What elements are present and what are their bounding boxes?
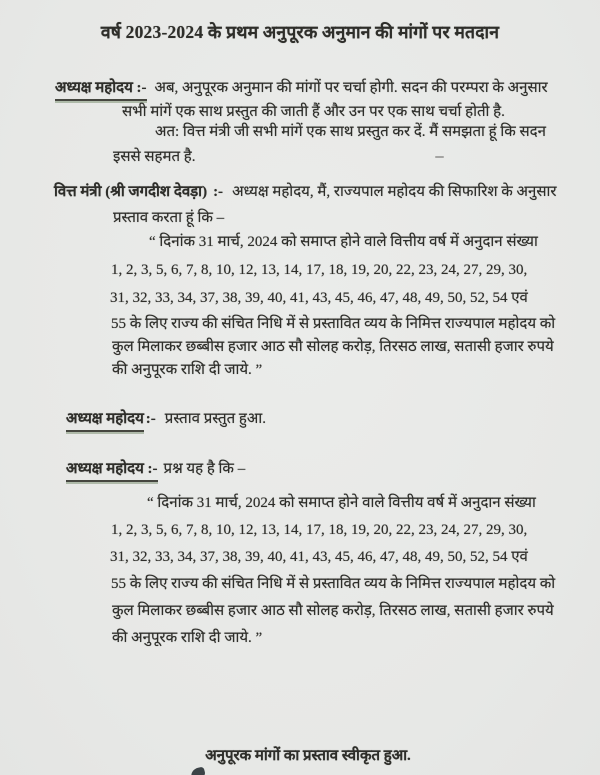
para2-line-1 bbox=[54, 181, 557, 203]
ruling1-separator: :- bbox=[145, 411, 156, 427]
quote1-line-4: 55 के लिए राज्य की संचित निधि में से प्रस्तावित व्यय के निमित्त राज्यपाल महोदय को bbox=[111, 316, 556, 332]
quote1-line-5: कुल मिलाकर छब्बीस हजार आठ सौ सोलह करोड़, तिरसठ लाख, सतासी हजार रुपये bbox=[112, 339, 554, 355]
scan-artifact-ink-mark bbox=[190, 766, 206, 775]
para1-line-1 bbox=[55, 77, 548, 99]
quote1-line-3: 31, 32, 33, 34, 37, 38, 39, 40, 41, 43, 45, 46, 47, 48, 49, 50, 52, 54 एवं bbox=[110, 290, 528, 306]
question-line bbox=[66, 458, 245, 480]
quote1-line-6: की अनुपूरक राशि दी जाये. ” bbox=[112, 362, 263, 378]
para1-text-1: अब, अनुपूरक अनुमान की मांगों पर चर्चा होगी. सदन की परम्परा के अनुसार bbox=[154, 80, 548, 96]
question-text: प्रश्न यह है कि – bbox=[163, 461, 246, 477]
quote2-line-5: कुल मिलाकर छब्बीस हजार आठ सौ सोलह करोड़, तिरसठ लाख, सतासी हजार रुपये bbox=[112, 603, 554, 619]
speaker-label-chair-3: अध्यक्ष महोदय :- bbox=[66, 458, 158, 482]
quote2-line-2: 1, 2, 3, 5, 6, 7, 8, 10, 12, 13, 14, 17, 18, 19, 20, 22, 23, 24, 27, 29, 30, bbox=[111, 522, 528, 538]
document-title: वर्ष 2023-2024 के प्रथम अनुपूरक अनुमान की मांगों पर मतदान bbox=[100, 22, 500, 42]
ruling1-text: प्रस्ताव प्रस्तुत हुआ. bbox=[164, 411, 266, 427]
result-statement: अनुपूरक मांगों का प्रस्ताव स्वीकृत हुआ. bbox=[205, 748, 411, 764]
quote1-line-1: “ दिनांक 31 मार्च, 2024 को समाप्त होने वाले वित्तीय वर्ष में अनुदान संख्या bbox=[149, 234, 538, 250]
para2-separator: :- bbox=[213, 184, 224, 200]
para2-text-1: अध्यक्ष महोदय, मैं, राज्यपाल महोदय की सिफारिश के अनुसार bbox=[232, 184, 557, 200]
quote2-line-1: “ दिनांक 31 मार्च, 2024 को समाप्त होने वाले वित्तीय वर्ष में अनुदान संख्या bbox=[147, 495, 536, 511]
quote2-line-6: की अनुपूरक राशि दी जाये. ” bbox=[112, 630, 263, 646]
scan-artifact-dash bbox=[435, 156, 444, 158]
quote1-line-2: 1, 2, 3, 5, 6, 7, 8, 10, 12, 13, 14, 17, 18, 19, 20, 22, 23, 24, 27, 29, 30, bbox=[111, 262, 528, 278]
speaker-label-finance-minister: वित्त मंत्री (श्री जगदीश देवड़ा) bbox=[54, 184, 208, 200]
para1-line-3: अत: वित्त मंत्री जी सभी मांगें एक साथ प्रस्तुत कर दें. मैं समझता हूं कि सदन bbox=[155, 124, 546, 140]
ruling1-line bbox=[66, 408, 266, 430]
para2-line-2: प्रस्ताव करता हूं कि – bbox=[113, 210, 225, 226]
speaker-label-chair-1: अध्यक्ष महोदय :- bbox=[55, 77, 147, 101]
para1-line-4: इससे सहमत है. bbox=[113, 149, 196, 165]
para1-line-2: सभी मांगें एक साथ प्रस्तुत की जाती हैं और उन पर एक साथ चर्चा होती है. bbox=[122, 104, 505, 120]
quote2-line-4: 55 के लिए राज्य की संचित निधि में से प्रस्तावित व्यय के निमित्त राज्यपाल महोदय को bbox=[111, 576, 556, 592]
quote2-line-3: 31, 32, 33, 34, 37, 38, 39, 40, 41, 43, 45, 46, 47, 48, 49, 50, 52, 54 एवं bbox=[110, 549, 528, 565]
speaker-label-chair-2: अध्यक्ष महोदय bbox=[66, 408, 144, 432]
